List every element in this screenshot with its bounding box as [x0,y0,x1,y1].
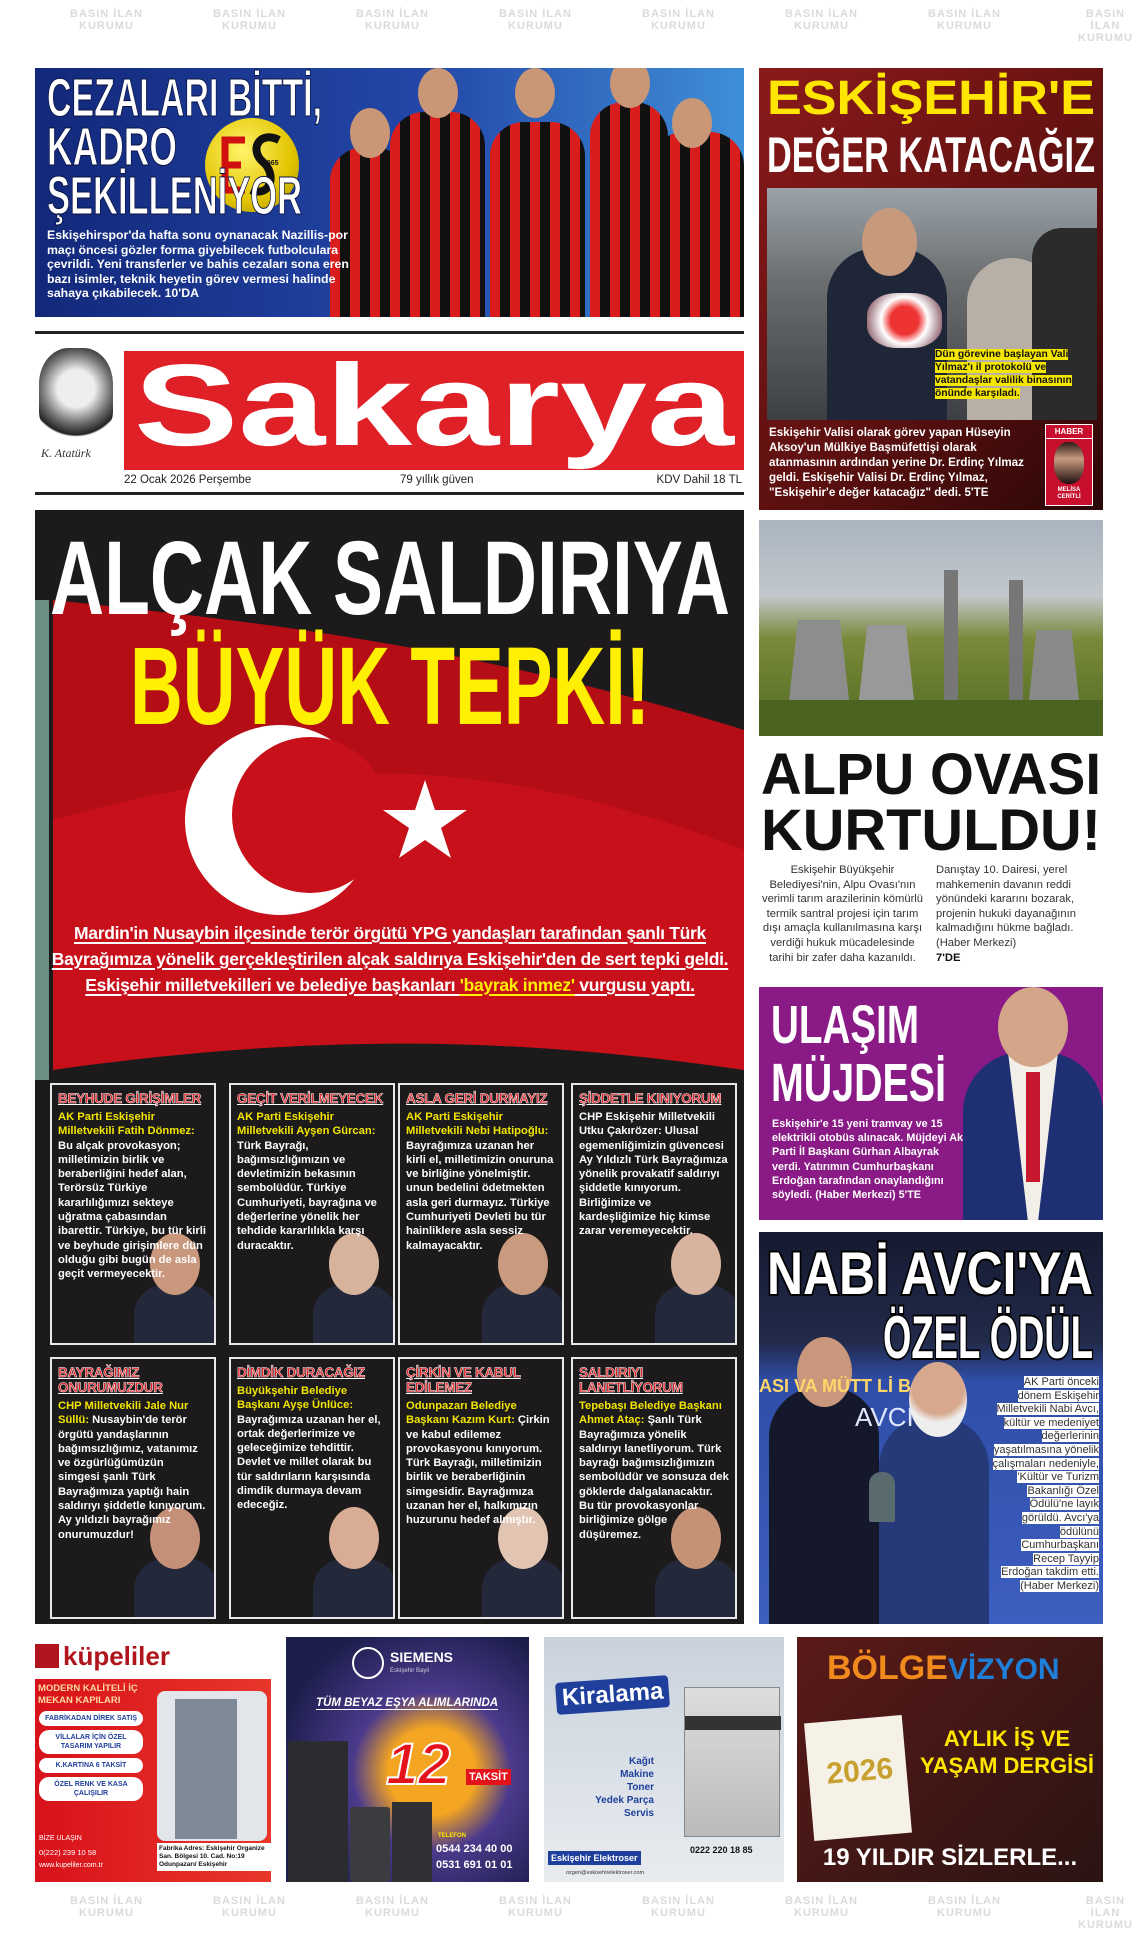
lead-text: Mardin'in Nusaybin ilçesinde terör örgütü YPG yandaşları tarafından şanlı Türk Bayrağımıza yönelik gerçekleştirilen alçak saldırıya Eskişehir'den de sert tepki geldi. Eskişehir milletvekilleri ve belediye başkanları [51,923,729,995]
speaker-photo [647,1227,737,1343]
card-quote: Şanlı Türk Bayrağımıza yönelik saldırıyı lanetliyorum. Türk bayrağı bağımsızlığımızın sembolüdür ve sonsuza dek göklerde dalgalanacaktır. Bu tür provokasyonlar birliğimize gölge düşüremez. [579,1414,729,1541]
watermark-line: BASIN İLAN [213,8,286,20]
watermark-line: BASIN İLAN [785,1895,858,1907]
dealer-logo-icon [352,1647,384,1679]
kupeliler-address: Fabrika Adres: Eskişehir Organize San. Bölgesi 10. Cad. No:19 Odunpazarı/ Eskişehir [157,1843,271,1871]
card-body [58,1110,208,1282]
albayrak-photo [963,987,1103,1220]
kupeliler-feature: VİLLALAR İÇİN ÖZEL TASARIM YAPILIR [39,1730,143,1754]
headline-line: ALPU OVASI [761,742,1101,807]
watermark-line: KURUMU [365,1907,420,1919]
card-body [58,1399,208,1542]
watermark-line: BASIN İLAN [642,1895,715,1907]
reaction-card[interactable] [398,1083,564,1345]
watermark [499,1895,572,1919]
card-title: ŞİDDETLE KINIYORUM [579,1091,722,1106]
headline-line: KADRO [47,117,177,177]
watermark [1071,1895,1140,1931]
card-title: BEYHUDE GİRİŞİMLER [58,1091,202,1106]
masthead [35,331,744,495]
card-body [579,1110,729,1239]
reaction-card[interactable] [50,1083,216,1345]
reaction-card[interactable] [571,1083,737,1345]
newspaper-logo [124,351,744,470]
headline-line: BÜYÜK TEPKİ! [130,625,650,748]
watermark-line: KURUMU [937,20,992,32]
kupeliler-web: www.kupeliler.com.tr [39,1862,103,1869]
watermark [213,1895,286,1919]
headline-line: CEZALARI BİTTİ, [47,68,322,128]
elektroser-service: Yedek Parça [595,1795,654,1806]
headline-line: NABİ AVCI'YA [767,1240,1093,1307]
siemens-installments: 12 [386,1732,451,1797]
main-headline[interactable] [45,520,735,748]
elektroser-brand: Eskişehir Elektroser [548,1851,641,1865]
elektroser-service: Servis [623,1808,654,1819]
main-lead [45,920,735,998]
card-quote: Bayrağımıza uzanan her kirli el, milletimizin onuruna ve birliğine yönelmiştir. unun bedelini ödetmekten asla geri durmayız. Türkiye Cumhuriyeti Devleti bu tür hainliklere asla sessiz kalmayacaktır. [406,1139,554,1252]
card-body [406,1110,556,1253]
ataturk-portrait [39,348,113,438]
siemens-taksit: TAKSİT [466,1769,511,1785]
watermark-line: BASIN İLAN [785,8,858,20]
logo-text: Sakarya [134,351,736,470]
lead-highlight: 'bayrak inmez' [459,975,575,995]
power-plant-photo [759,520,1103,736]
card-quote: CHP Eskişehir Milletvekili Utku Çakırözer: Ulusal egemenliğimizin güvencesi Ay Yıldızlı Türk Bayrağımıza yönelik provakatif saldırıyı şiddetle kınıyorum. Birliğimize ve kardeşliğimize hiç kimse zarar veremeyecektir. [579,1111,728,1238]
card-title: ÇİRKİN VE KABUL EDİLEMEZ [406,1365,521,1395]
magazine-cover [804,1715,912,1841]
watermark [1071,8,1140,44]
photo-caption [935,348,1095,400]
card-title: DİMDİK DURACAĞIZ [237,1365,365,1380]
headline-line: ŞEKİLLENİYOR [47,166,302,226]
ad-kupeliler[interactable] [35,1637,271,1882]
badge-label: HABER [1046,425,1092,439]
headline-line: MÜJDESİ [771,1053,946,1113]
card-quote: Türk Bayrağı, bağımsızlığımızın ve devletimizin bekasının sembolüdür. Türkiye Cumhuriyeti, bayrağına ve değerlerine yönelik her tehdide kararlılıkla karşı duracaktır. [237,1139,377,1252]
card-speaker: CHP Milletvekili Jale Nur Süllü: [58,1400,189,1427]
reporter-badge [1045,424,1093,506]
elektroser-service: Kağıt [629,1756,654,1767]
card-title: SALDIRIYI LANETLİYORUM [579,1365,683,1395]
reaction-card[interactable] [571,1357,737,1619]
governor-headline[interactable] [767,72,1097,184]
watermark-line: KURUMU [222,1907,277,1919]
backdrop-text: ASI VA MÜTT Lİ B [759,1376,911,1396]
backdrop-name: AVCI [855,1402,914,1432]
ad-siemens[interactable] [286,1637,529,1882]
card-title: GEÇİT VERİLMEYECEK [237,1091,384,1106]
watermark-line: BASIN İLAN [213,1895,286,1907]
elektroser-headline: Kiralama [555,1675,670,1715]
watermark-line: BASIN İLAN [499,1895,572,1907]
sports-summary: Eskişehirspor'da hafta sonu oynanacak Nazillis-por maçı öncesi gözler forma giyebilecek futbolculara çevrildi. Yeni transferler ve bahis cezaları sona eren bazı isimler, teknik heyetin görev vermesi halinde sahaya çıkabilecek. 10'DA [47,228,349,300]
bolgevizyon-tagline: AYLIK İŞ VE YAŞAM DERGİSİ [919,1726,1094,1778]
headline-line: DEĞER KATACAĞIZ [767,127,1095,183]
watermark [356,1895,429,1919]
ad-elektroser[interactable] [544,1637,784,1882]
award-story[interactable] [759,1232,1103,1624]
watermark-line: KURUMU [794,1907,849,1919]
award-summary [991,1376,1099,1594]
card-speaker: Odunpazarı Belediye Başkanı Kazım Kurt: [406,1400,517,1427]
alpu-body [759,863,1103,965]
siemens-phone: 0531 691 01 01 [436,1859,513,1871]
caption-text: Dün görevine başlayan Vali Yılmaz'ı il protokolü ve vatandaşlar valilik binasının önünde karşıladı. [935,349,1072,399]
watermark-line: KURUMU [1078,1919,1133,1931]
watermark [642,8,715,32]
card-body [237,1110,387,1253]
headline-line: ULAŞIM [771,995,919,1055]
watermark-line: KURUMU [794,20,849,32]
slogan: 79 yıllık güven [400,474,474,486]
main-story[interactable] [35,510,744,1624]
watermark-line: KURUMU [79,1907,134,1919]
door-image [157,1691,267,1841]
card-title: ASLA GERİ DURMAYIZ [406,1091,548,1106]
ad-bolgevizyon[interactable] [797,1637,1103,1882]
watermark [70,8,143,32]
card-speaker: AK Parti Eskişehir Milletvekili Ayşen Gürcan: [237,1111,376,1138]
card-body [579,1399,729,1542]
watermark-line: KURUMU [937,1907,992,1919]
elektroser-email: ozgen@eskisehirelektroser.com [566,1870,645,1876]
headline-line: ESKİŞEHİR'E [767,72,1095,125]
card-speaker: Tepebaşı Belediye Başkanı Ahmet Ataç: [579,1400,722,1427]
bolge-brand: BÖLGE [827,1649,948,1687]
card-body [406,1399,556,1528]
watermark [213,8,286,32]
kupeliler-feature: FABRİKADAN DİREK SATIŞ [39,1711,143,1726]
issue-date: 22 Ocak 2026 Perşembe [124,474,252,486]
award-text: AK Parti önceki dönem Eskişehir Milletvekili Nabi Avcı, kültür ve medeniyet değerlerinin yaşatılmasına yönelik çalışmaları nedeniyle, 'Kültür ve Turizm Bakanlığı Özel Ödülü'ne layık görüldü. Avcı'ya ödülünü Cumhurbaşkanı Recep Tayyip Erdoğan takdim etti. (Haber Merkezi) [992,1376,1099,1592]
speaker-photo [305,1501,395,1617]
reaction-card[interactable] [229,1357,395,1619]
alpu-col-1: Eskişehir Büyükşehir Belediyesi'nin, Alpu Ovası'nın verimli tarım arazilerinin kömürlü termik santral projesi için tarım dışı amaçla kullanılmasına karşı verdiği hukuk mücadelesinde tarihi bir zafer daha kazanıldı. [761,864,923,964]
reaction-card[interactable] [398,1357,564,1619]
elektroser-service: Toner [626,1782,654,1793]
watermark-line: KURUMU [79,20,134,32]
transport-summary: Eskişehir'e 15 yeni tramvay ve 15 elektrikli otobüs alınacak. Müjdeyi Ak Parti İl Başkanı Gürhan Albayrak verdi. Yatırımın Cumhurbaşkanı Erdoğan tarafından onaylandığını söyledi. (Haber Merkezi) 5'TE [772,1118,964,1202]
watermark-line: KURUMU [365,20,420,32]
watermark [356,8,429,32]
reporter-photo [1054,442,1084,484]
reaction-card[interactable] [229,1083,395,1345]
governor-story[interactable] [759,68,1103,510]
governor-summary: Eskişehir Valisi olarak görev yapan Hüseyin Aksoy'un Mülkiye Başmüfettişi olarak atanmasının ardından yerine Dr. Erdinç Yılmaz geldi. Eskişehir Valisi Dr. Erdinç Yılmaz, "Eskişehir'e değer katacağız" dedi. 5'TE [769,426,1024,499]
card-speaker: AK Parti Eskişehir Milletvekili Fatih Dönmez: [58,1111,195,1138]
watermark-line: BASIN İLAN [499,8,572,20]
card-quote: Nusaybin'de terör örgütü yandaşlarının bağımsızlığımız, vatanımız ve özgürlüğümüzün simgesi şanlı Türk Bayrağımıza yaptığı hain saldırıyı şiddetle kınıyorum. Ay yıldızlı bayrağımız onurumuzdur! [58,1414,206,1541]
watermark-line: KURUMU [651,1907,706,1919]
card-speaker: Büyükşehir Belediye Başkanı Ayşe Ünlüce: [237,1385,354,1412]
reaction-card[interactable] [50,1357,216,1619]
watermark-line: BASIN İLAN [356,1895,429,1907]
watermark [785,1895,858,1919]
watermark-line: BASIN İLAN [1085,1895,1126,1919]
kupeliler-phone: 0(222) 239 10 58 [39,1848,97,1857]
watermark-line: KURUMU [508,1907,563,1919]
card-body [237,1384,387,1513]
watermark [70,1895,143,1919]
watermark [928,1895,1001,1919]
kupeliler-tagline: MODERN KALİTELİ İÇ MEKAN KAPILARI [38,1683,138,1706]
headline-line: ÖZEL ÖDÜL [883,1304,1093,1371]
kupeliler-contact-label: BİZE ULAŞIN [39,1835,82,1842]
watermark-line: BASIN İLAN [928,8,1001,20]
sports-story[interactable] [35,68,744,317]
alpu-text: Danıştay 10. Dairesi, yerel mahkemenin davanın reddi yönündeki kararını bozarak, projenin hukuki dayanağının kalmadığını hükme bağladı. (Haber Merkezi) [936,864,1076,949]
elektroser-phone: 0222 220 18 85 [690,1845,753,1855]
kupeliler-feature: K.KARTINA 6 TAKSİT [39,1758,143,1773]
vizyon-brand: VİZYON [947,1653,1060,1686]
watermark-line: BASIN İLAN [356,8,429,20]
cover-year: 2026 [825,1751,895,1791]
siemens-brand: SIEMENS [390,1649,454,1665]
transport-story[interactable] [759,987,1103,1220]
headline-line: ALÇAK SALDIRIYA [50,520,730,637]
bolgevizyon-footer: 19 YILDIR SİZLERLE... [822,1844,1078,1871]
players-photo [330,68,744,317]
watermark-line: KURUMU [651,20,706,32]
watermark-line: BASIN İLAN [928,1895,1001,1907]
sports-headline[interactable] [47,68,337,228]
siemens-dealer: Eskişehir Bayii [390,1668,430,1674]
price: KDV Dahil 18 TL [656,474,742,486]
watermark-line: BASIN İLAN [70,1895,143,1907]
card-speaker: AK Parti Eskişehir Milletvekili Nebi Hatipoğlu: [406,1111,549,1138]
watermark-line: BASIN İLAN [70,8,143,20]
alpu-col-2 [936,863,1103,965]
watermark-line: KURUMU [508,20,563,32]
award-headline[interactable] [767,1236,1097,1371]
kupeliler-feature: ÖZEL RENK VE KASA ÇALIŞILIR [39,1777,143,1801]
kupeliler-brand: küpeliler [63,1641,170,1671]
copier-image [684,1687,780,1837]
card-quote: Bu alçak provokasyon; milletimizin birlik ve beraberliğini hedef alan, Terörsüz Türkiye kararlılığımızı sekteye uğratma çabasından ibarettir. Türkiye, bu tür kirli ve beyhude girişimlere dün olduğu gibi bugün de asla geçit vermeyecektir. [58,1139,206,1281]
card-title: BAYRAĞIMIZ ONURUMUZDUR [58,1365,163,1395]
lead-text: vurgusu yaptı. [574,975,695,995]
page-reference: 7'DE [936,951,961,964]
watermark-line: BASIN İLAN [1085,8,1126,32]
siemens-phone-label: TELEFON [438,1833,466,1839]
watermark-line: KURUMU [1078,32,1133,44]
reporter-name: MELİSA CERİTLİ [1057,487,1081,500]
card-quote: Bayrağımıza uzanan her el, ortak değerlerimize ve geleceğimize tehdittir. Devlet ve millet olarak bu tür saldırıların karşısında dimdik durmaya devam edeceğiz. [237,1413,381,1512]
headline-line: KURTULDU! [761,798,1101,863]
watermark [785,8,858,32]
transport-headline[interactable] [771,995,961,1115]
watermark [642,1895,715,1919]
watermark [928,8,1001,32]
elektroser-service: Makine [620,1769,654,1780]
watermark-line: BASIN İLAN [642,8,715,20]
watermark-line: KURUMU [222,20,277,32]
ataturk-signature: K. Atatürk [41,446,91,460]
watermark [499,8,572,32]
siemens-phone: 0544 234 40 00 [436,1843,513,1855]
logo-year: 1965 [263,160,279,167]
alpu-headline[interactable] [759,742,1103,863]
kupeliler-logo-icon [35,1644,59,1668]
card-quote: Çirkin ve kabul edilemez provokasyonu kınıyorum. Türk Bayrağı, milletimizin birlik ve beraberliğinin simgesidir. Bayrağımıza uzanan her el, halkımızın huzurunu hedef almıştır. [406,1414,550,1527]
siemens-headline: TÜM BEYAZ EŞYA ALIMLARINDA [316,1697,499,1709]
